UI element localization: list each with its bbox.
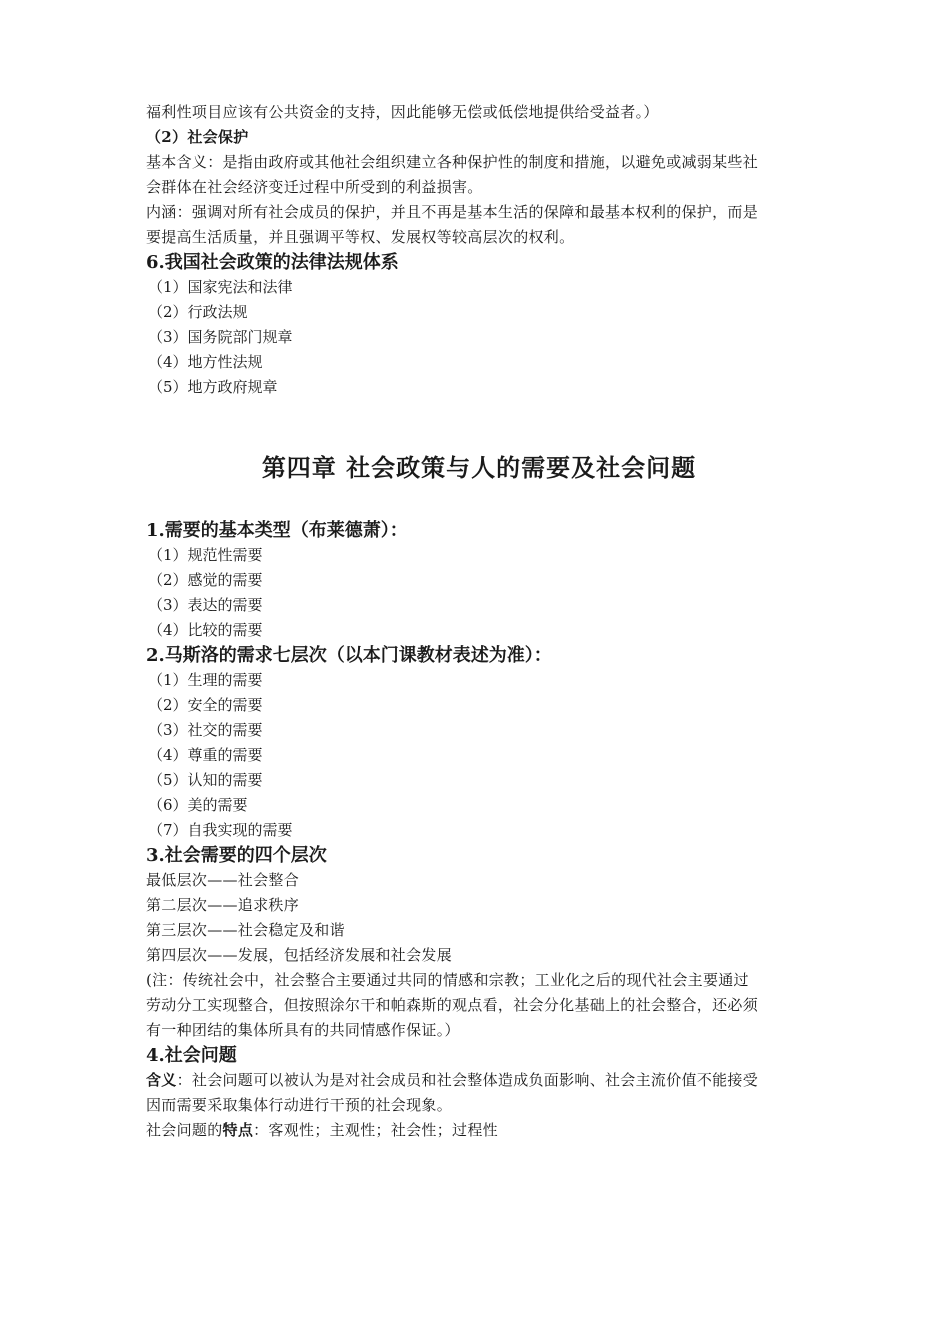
features-line (146, 1118, 812, 1143)
meaning-line (146, 1068, 812, 1093)
list-item: （1）生理的需要 (148, 671, 263, 689)
level-line: 最低层次——社会整合 (146, 871, 300, 889)
list-item: （7）自我实现的需要 (148, 821, 293, 839)
note-line: 有一种团结的集体所具有的共同情感作保证。） (146, 1021, 460, 1039)
features-prefix: 社会问题的 (146, 1121, 223, 1139)
subheading-social-protection: （2）社会保护 (146, 128, 249, 146)
meaning-text: ：社会问题可以被认为是对社会成员和社会整体造成负面影响、社会主流价值不能接受 (176, 1071, 759, 1089)
paragraph-line: 基本含义：是指由政府或其他社会组织建立各种保护性的制度和措施，以避免或减弱某些社 (146, 153, 759, 171)
list-item: （3）社交的需要 (148, 721, 263, 739)
level-line: 第三层次——社会稳定及和谐 (146, 921, 345, 939)
list-item: （1）国家宪法和法律 (148, 278, 293, 296)
note-line: 劳动分工实现整合，但按照涂尔干和帕森斯的观点看，社会分化基础上的社会整合，还必须 (146, 996, 759, 1014)
paragraph-line: 因而需要采取集体行动进行干预的社会现象。 (146, 1096, 453, 1114)
paragraph-line: 福利性项目应该有公共资金的支持，因此能够无偿或低偿地提供给受益者。） (146, 103, 659, 121)
list-item: （1）规范性需要 (148, 546, 263, 564)
list-item: （2）安全的需要 (148, 696, 263, 714)
list-item: （3）国务院部门规章 (148, 328, 293, 346)
features-text: ：客观性；主观性；社会性；过程性 (253, 1121, 498, 1139)
section-heading-1: 1.需要的基本类型（布莱德萧）： (146, 520, 408, 541)
meaning-label: 含义 (146, 1071, 177, 1089)
section-heading-2: 2.马斯洛的需求七层次（以本门课教材表述为准）： (146, 645, 552, 666)
section-heading-3: 3.社会需要的四个层次 (146, 845, 327, 866)
level-line: 第四层次——发展，包括经济发展和社会发展 (146, 946, 453, 964)
document-page (146, 100, 812, 1143)
note-line: (注：传统社会中，社会整合主要通过共同的情感和宗教；工业化之后的现代社会主要通过 (146, 971, 749, 989)
paragraph-line: 会群体在社会经济变迁过程中所受到的利益损害。 (146, 178, 483, 196)
list-item: （2）感觉的需要 (148, 571, 263, 589)
level-line: 第二层次——追求秩序 (146, 896, 300, 914)
section-heading-6: 6.我国社会政策的法律法规体系 (146, 252, 399, 273)
list-item: （4）比较的需要 (148, 621, 263, 639)
list-item: （4）地方性法规 (148, 353, 263, 371)
section-heading-4: 4.社会问题 (146, 1045, 237, 1066)
list-item: （4）尊重的需要 (148, 746, 263, 764)
paragraph-line: 要提高生活质量，并且强调平等权、发展权等较高层次的权利。 (146, 228, 575, 246)
list-item: （3）表达的需要 (148, 596, 263, 614)
list-item: （2）行政法规 (148, 303, 248, 321)
list-item: （5）地方政府规章 (148, 378, 278, 396)
list-item: （6）美的需要 (148, 796, 248, 814)
paragraph-line: 内涵：强调对所有社会成员的保护，并且不再是基本生活的保障和最基本权利的保护，而是 (146, 203, 759, 221)
list-item: （5）认知的需要 (148, 771, 263, 789)
chapter-title: 第四章 社会政策与人的需要及社会问题 (261, 453, 697, 482)
features-label: 特点 (222, 1121, 254, 1139)
